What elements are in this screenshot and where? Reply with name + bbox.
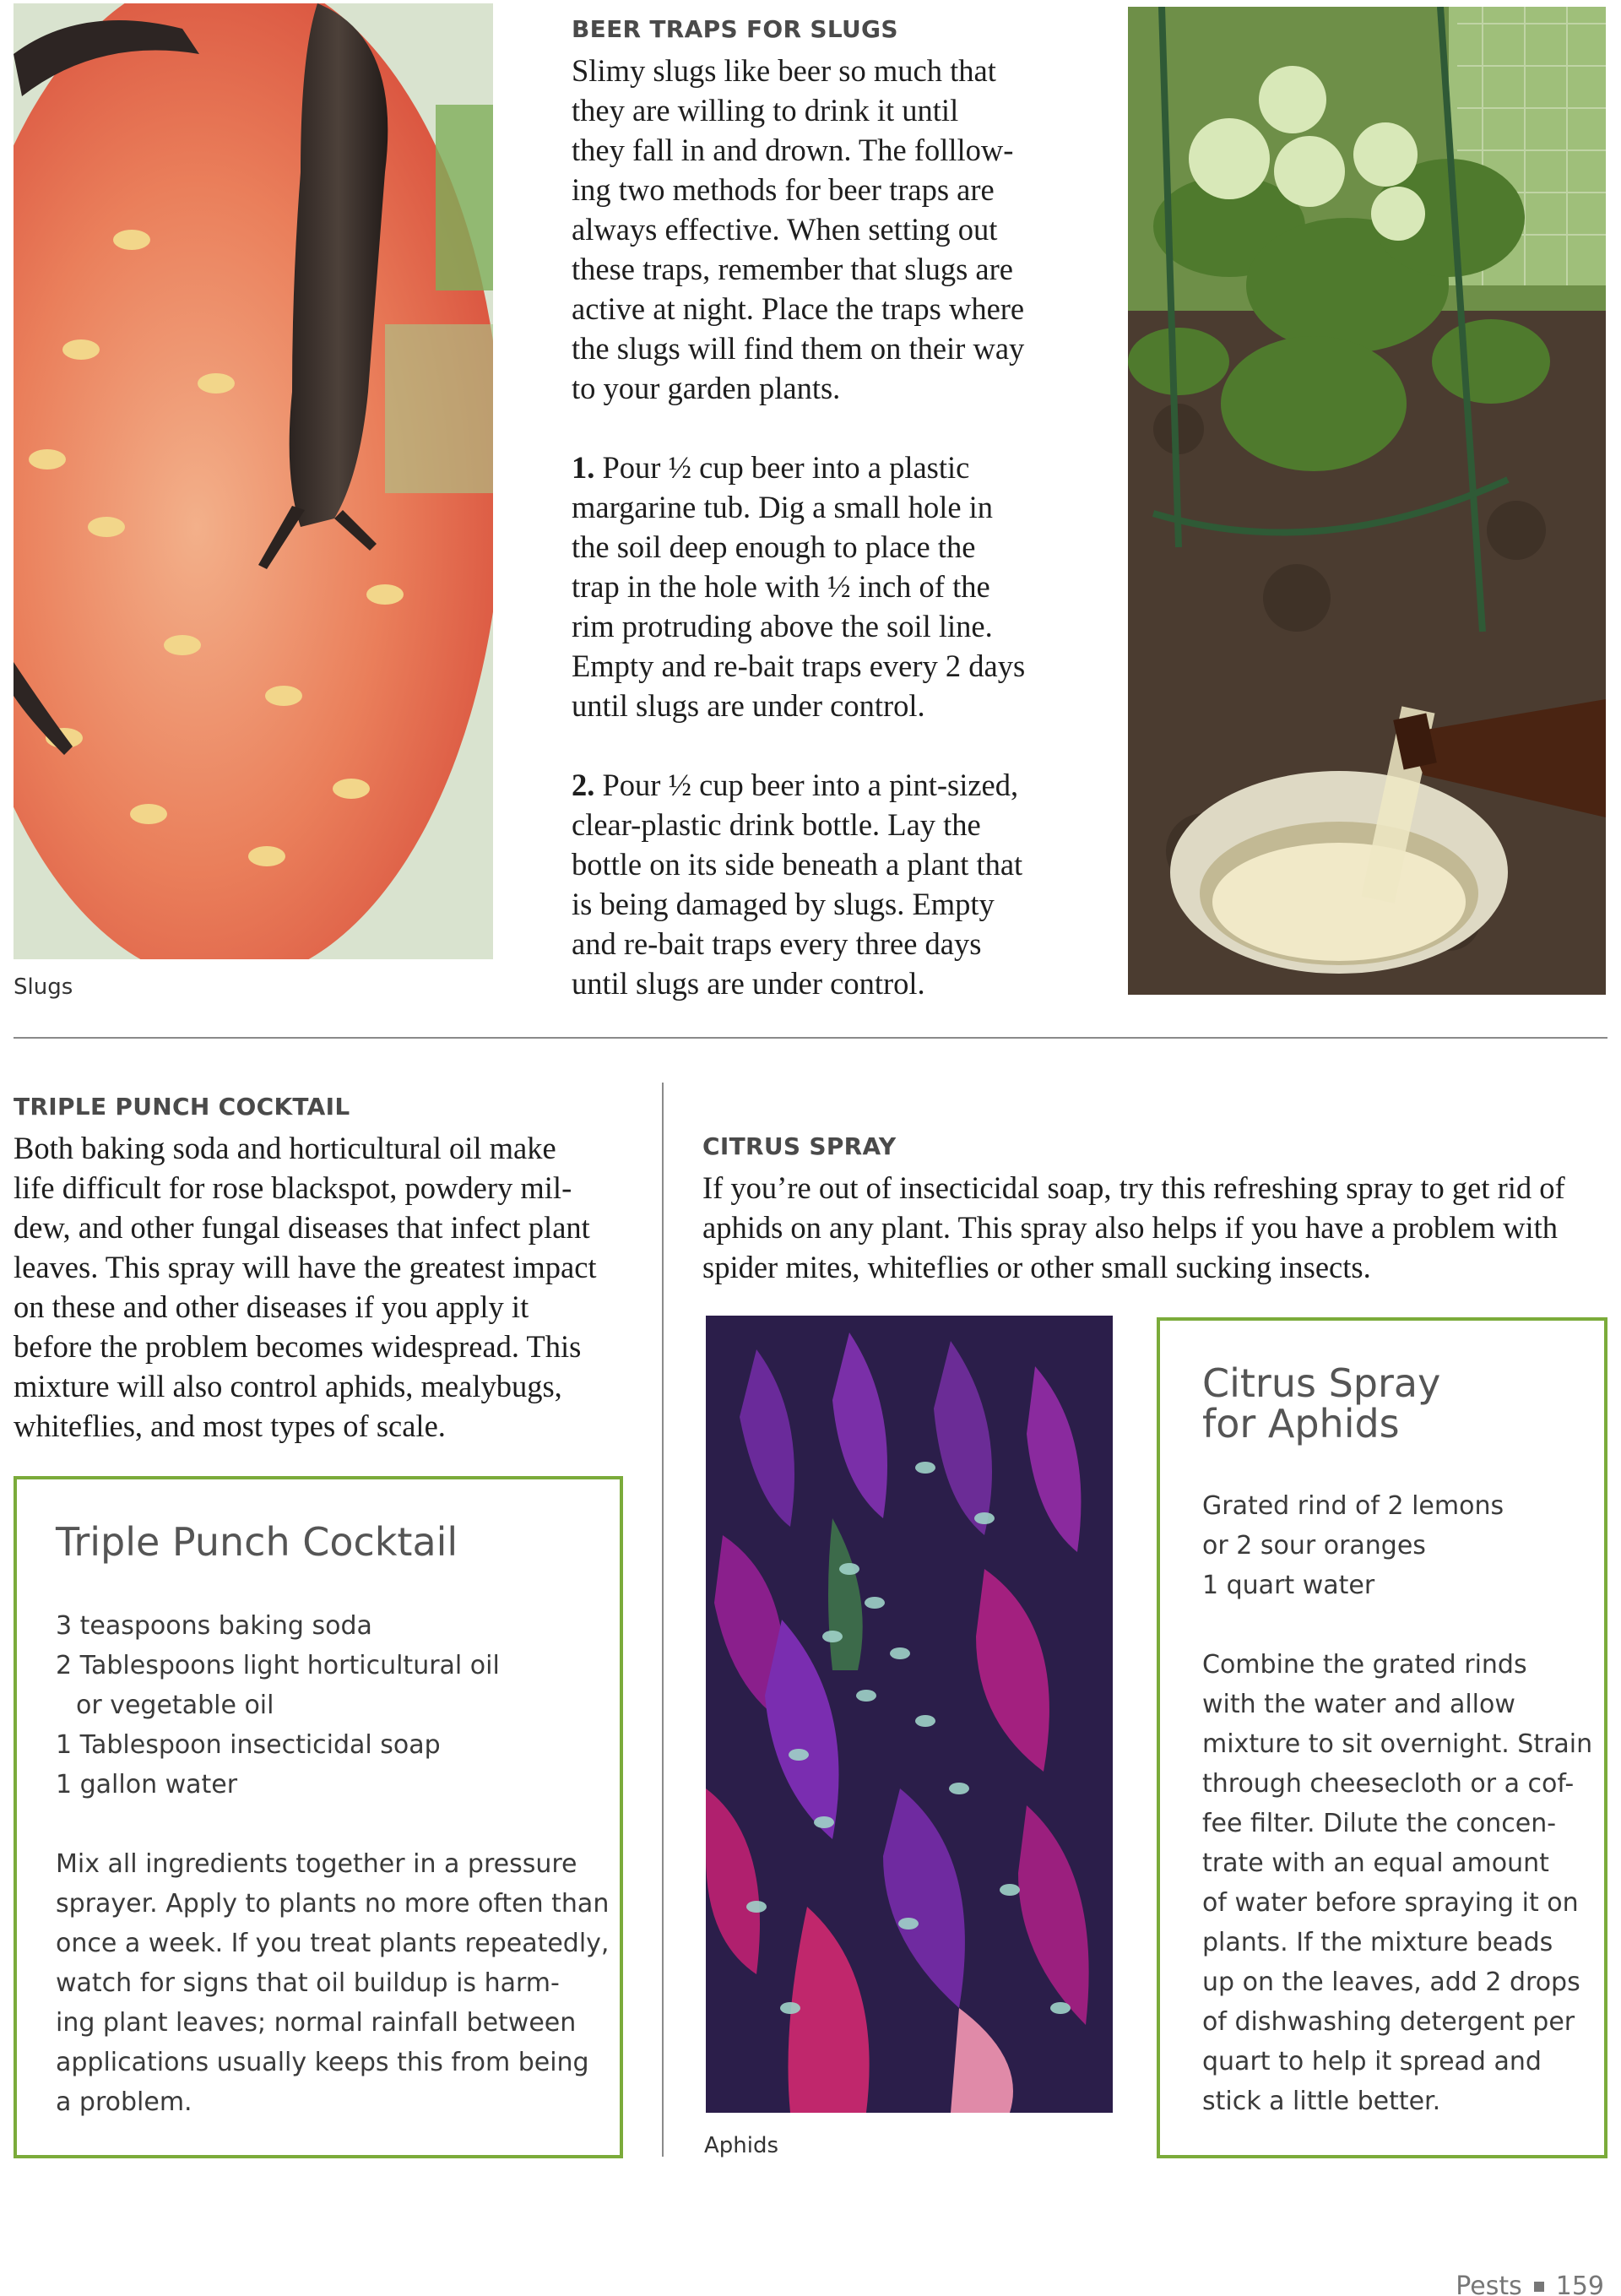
beer-trap-photo — [1128, 7, 1606, 995]
footer-section-name: Pests — [1456, 2272, 1522, 2296]
triple-punch-recipe-box — [14, 1476, 623, 2158]
triple-punch-recipe-title: Triple Punch Cocktail — [56, 1519, 458, 1565]
aphids-photo — [706, 1316, 1113, 2113]
citrus-directions: Combine the grated rinds with the water and allow mixture to sit overnight. Strain through cheesecloth or a cof- fee filter. Dilute the concen- trate with an equal amount of water before spraying it on plants. If the mixture beads up on the leaves, add 2 drops of dishwashing detergent per quart to help it spread and stick a little better. — [1202, 1650, 1593, 2116]
page-number: 159 — [1555, 2272, 1604, 2296]
beer-traps-kicker: BEER TRAPS FOR SLUGS — [572, 15, 898, 43]
citrus-kicker: CITRUS SPRAY — [702, 1132, 897, 1160]
citrus-ingredients: Grated rind of 2 lemons or 2 sour oranges 1 quart water — [1202, 1491, 1504, 1600]
citrus-recipe-body — [1202, 1486, 1591, 2121]
beer-trap-method-2: 2. Pour ½ cup beer into a pint-sized, clear-plastic drink bottle. Lay the bottle on its side beneath a plant that is being damaged by slugs. Empty and re-bait traps every three days until slugs are under control. — [572, 768, 1023, 1001]
footer-separator-square — [1534, 2282, 1544, 2292]
triple-punch-ingredients: 3 teaspoons baking soda 2 Tablespoons light horticultural oil or vegetable oil 1 Tablespoon insecticidal soap 1 gallon water — [56, 1611, 500, 1799]
citrus-intro: If you’re out of insecticidal soap, try this refreshing spray to get rid of aphids on any plant. This spray also helps if you have a problem with spider mites, whiteflies or other small sucking insects. — [702, 1170, 1565, 1284]
slug-photo — [14, 3, 493, 959]
beer-traps-intro: Slimy slugs like beer so much that they are willing to drink it until they fall in and drown. The folllow- ing two methods for beer traps are always effective. When setting out these traps, remember that slugs are active at night. Place the traps where the slugs will find them on their way to your garden plants. — [572, 53, 1025, 405]
beer-trap-method-1: 1. Pour ½ cup beer into a plastic margarine tub. Dig a small hole in the soil deep enough to place the trap in the hole with ½ inch of the rim protruding above the soil line. Empty and re-bait traps every 2 days until slugs are under control. — [572, 450, 1026, 723]
beer-traps-text — [572, 51, 1078, 1003]
section-divider — [14, 1037, 1607, 1039]
page-footer — [1456, 2272, 1604, 2296]
triple-punch-recipe-body — [56, 1606, 610, 2122]
triple-punch-intro: Both baking soda and horticultural oil make life difficult for rose blackspot, powdery mil- dew, and other fungal diseases that infect plant leaves. This spray will have the greatest impact on these and other diseases if you apply it before the problem becomes widespread. This mixture will also control aphids, mealybugs, whiteflies, and most types of scale. — [14, 1131, 597, 1443]
triple-punch-kicker: TRIPLE PUNCH COCKTAIL — [14, 1093, 350, 1121]
citrus-recipe-box — [1157, 1317, 1607, 2158]
triple-punch-directions: Mix all ingredients together in a pressure sprayer. Apply to plants no more often than once a week. If you treat plants repeatedly, watch for signs that oil buildup is harm- ing plant leaves; normal rainfall between applications usually keeps this from being a problem. — [56, 1849, 610, 2117]
column-divider — [662, 1083, 664, 2157]
aphids-photo-caption: Aphids — [704, 2133, 779, 2158]
slug-photo-caption: Slugs — [14, 974, 73, 1000]
citrus-recipe-title: Citrus Spray for Aphids — [1202, 1360, 1441, 1447]
